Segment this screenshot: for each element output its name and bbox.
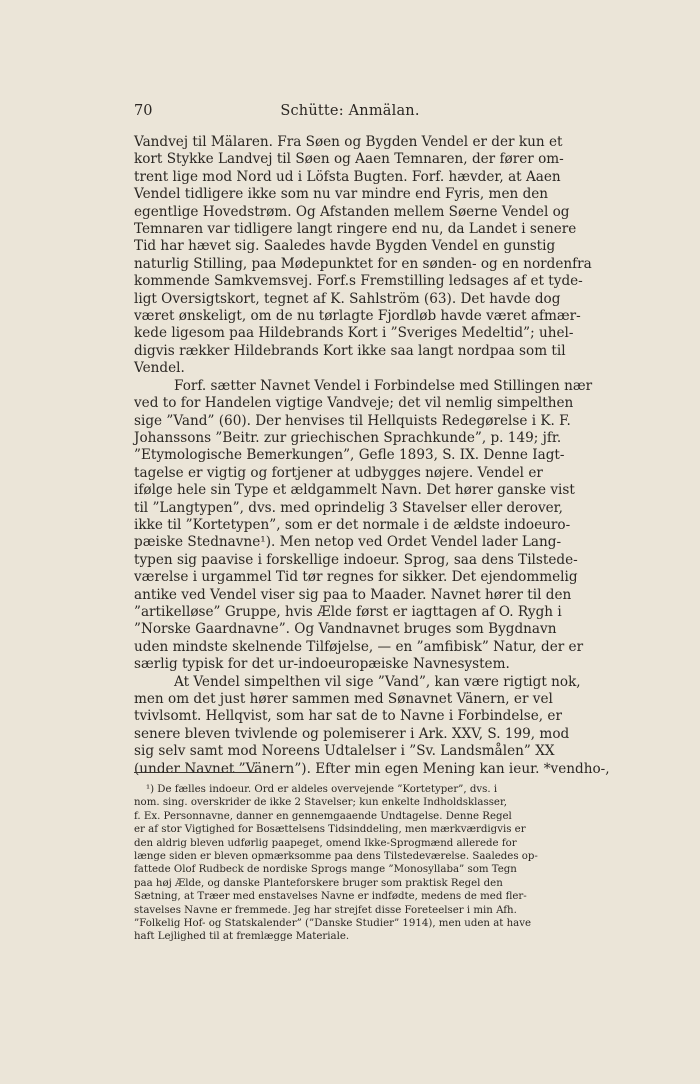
footnote-line: Sætning, at Træer med enstavelses Navne er indfødte, medens de med fler- (134, 891, 527, 903)
body-line: (under Navnet ”Vänern”). Efter min egen Mening kan ieur. *vendho-, (134, 760, 610, 777)
body-line: typen sig paavise i forskellige indoeur. Sprog, saa dens Tilstede- (134, 551, 578, 568)
body-line: Johanssons ”Beitr. zur griechischen Sprachkunde”, p. 149; jfr. (134, 429, 562, 446)
body-line: naturlig Stilling, paa Mødepunktet for en sønden- og en nordenfra (134, 255, 592, 272)
body-line: Vandvej til Mälaren. Fra Søen og Bygden Vendel er der kun et (134, 134, 563, 150)
body-line: antike ved Vendel viser sig paa to Maader. Navnet hører til den (134, 586, 572, 603)
body-line: trent lige mod Nord ud i Löfsta Bugten. Forf. hævder, at Aaen (134, 168, 561, 185)
page-number: 70 (134, 103, 153, 119)
body-line: kort Stykke Landvej til Søen og Aaen Temnaren, der fører om- (134, 151, 564, 168)
body-line: særlig typisk for det ur-indoeuropæiske Navnesystem. (134, 656, 510, 673)
body-line: senere bleven tvivlende og polemiserer i Ark. XXV, S. 199, mod (134, 725, 570, 742)
body-line: tvivlsomt. Hellqvist, som har sat de to Navne i Forbindelse, er (134, 708, 562, 725)
body-text (134, 134, 634, 778)
body-line: Forf. sætter Navnet Vendel i Forbindelse med Stillingen nær (174, 377, 593, 394)
body-line: At Vendel simpelthen vil sige ”Vand”, kan være rigtigt nok, (174, 673, 581, 690)
body-line: ved to for Handelen vigtige Vandveje; det vil nemlig simpelthen (134, 395, 574, 412)
footnote-line: paa høj Ælde, og danske Planteforskere bruger som praktisk Regel den (134, 877, 503, 889)
footnote-line: ”Folkelig Hof- og Statskalender” (”Danske Studier” 1914), men uden at have (134, 918, 532, 930)
footnote-line: længe siden er bleven opmærksomme paa dens Tilstedeværelse. Saaledes op- (134, 851, 538, 863)
body-line: ”artikelløse” Gruppe, hvis Ælde først er iagttagen af O. Rygh i (134, 603, 562, 620)
body-line: værelse i urgammel Tid tør regnes for sikker. Det ejendommelig (134, 569, 578, 586)
body-line: Vendel. (134, 360, 185, 377)
body-line: uden mindste skelnende Tilføjelse, — en ”amfibisk” Natur, der er (134, 638, 584, 655)
body-line: sige ”Vand” (60). Der henvises til Hellquists Redegørelse i K. F. (134, 412, 571, 429)
footnote-line: fattede Olof Rudbeck de nordiske Sprogs mange ”Monosyllaba” som Tegn (134, 864, 517, 876)
body-line: været ønskeligt, om de nu tørlagte Fjordløb havde været afmær- (134, 308, 581, 325)
body-line: kede ligesom paa Hildebrands Kort i ”Sveriges Medeltid”; uhel- (134, 325, 574, 342)
body-line: Tid har hævet sig. Saaledes havde Bygden Vendel en gunstig (134, 238, 556, 255)
body-line: ligt Oversigtskort, tegnet af K. Sahlström (63). Det havde dog (134, 290, 561, 307)
body-line: egentlige Hovedstrøm. Og Afstanden mellem Søerne Vendel og (134, 203, 570, 220)
footnote-line: haft Lejlighed til at fremlægge Materiale. (134, 931, 350, 943)
body-line: Vendel tidligere ikke som nu var mindre end Fyris, men den (134, 186, 549, 203)
page-header (134, 103, 566, 125)
footnote-line: den aldrig bleven udførlig paapeget, omend Ikke-Sprogmænd allerede for (134, 837, 517, 849)
body-line: men om det just hører sammen med Sønavnet Vänern, er vel (134, 691, 553, 707)
running-head: Schütte: Anmälan. (280, 103, 420, 119)
footnote-line: f. Ex. Personnavne, danner en gennemgaaende Undtagelse. Denne Regel (134, 810, 512, 822)
body-line: kommende Samkvemsvej. Forf.s Fremstilling ledsages af et tyde- (134, 273, 583, 290)
footnote-line: stavelses Navne er fremmede. Jeg har strejfet disse Foreteelser i min Afh. (134, 904, 517, 916)
body-line: ”Norske Gaardnavne”. Og Vandnavnet bruges som Bygdnavn (134, 621, 557, 638)
body-line: sig selv samt mod Noreens Udtalelser i ”Sv. Landsmålen” XX (134, 743, 555, 760)
body-line: digvis rækker Hildebrands Kort ikke saa langt nordpaa som til (134, 342, 566, 359)
body-line: ”Etymologische Bemerkungen”, Gefle 1893, S. IX. Denne Iagt- (134, 447, 565, 464)
footnote-line: er af stor Vigtighed for Bosættelsens Tidsinddeling, men mærkværdigvis er (134, 824, 526, 836)
footnote-line: nom. sing. overskrider de ikke 2 Stavelser; kun enkelte Indholdsklasser, (134, 797, 507, 809)
footnotes (134, 783, 634, 944)
footnote-line: ¹) De fælles indoeur. Ord er aldeles overvejende ”Kortetyper”, dvs. i (146, 784, 498, 795)
body-line: Temnaren var tidligere langt ringere end nu, da Landet i senere (134, 221, 577, 238)
body-line: pæiske Stednavne¹). Men netop ved Ordet Vendel lader Lang- (134, 534, 562, 551)
body-line: til ”Langtypen”, dvs. med oprindelig 3 Stavelser eller derover, (134, 499, 564, 516)
body-line: tagelse er vigtig og fortjener at udbygges nøjere. Vendel er (134, 464, 543, 481)
footnote-rule (134, 772, 256, 773)
body-line: ifølge hele sin Type et ældgammelt Navn. Det hører ganske vist (134, 482, 575, 499)
body-line: ikke til ”Kortetypen”, som er det normale i de ældste indoeuro- (134, 516, 571, 533)
